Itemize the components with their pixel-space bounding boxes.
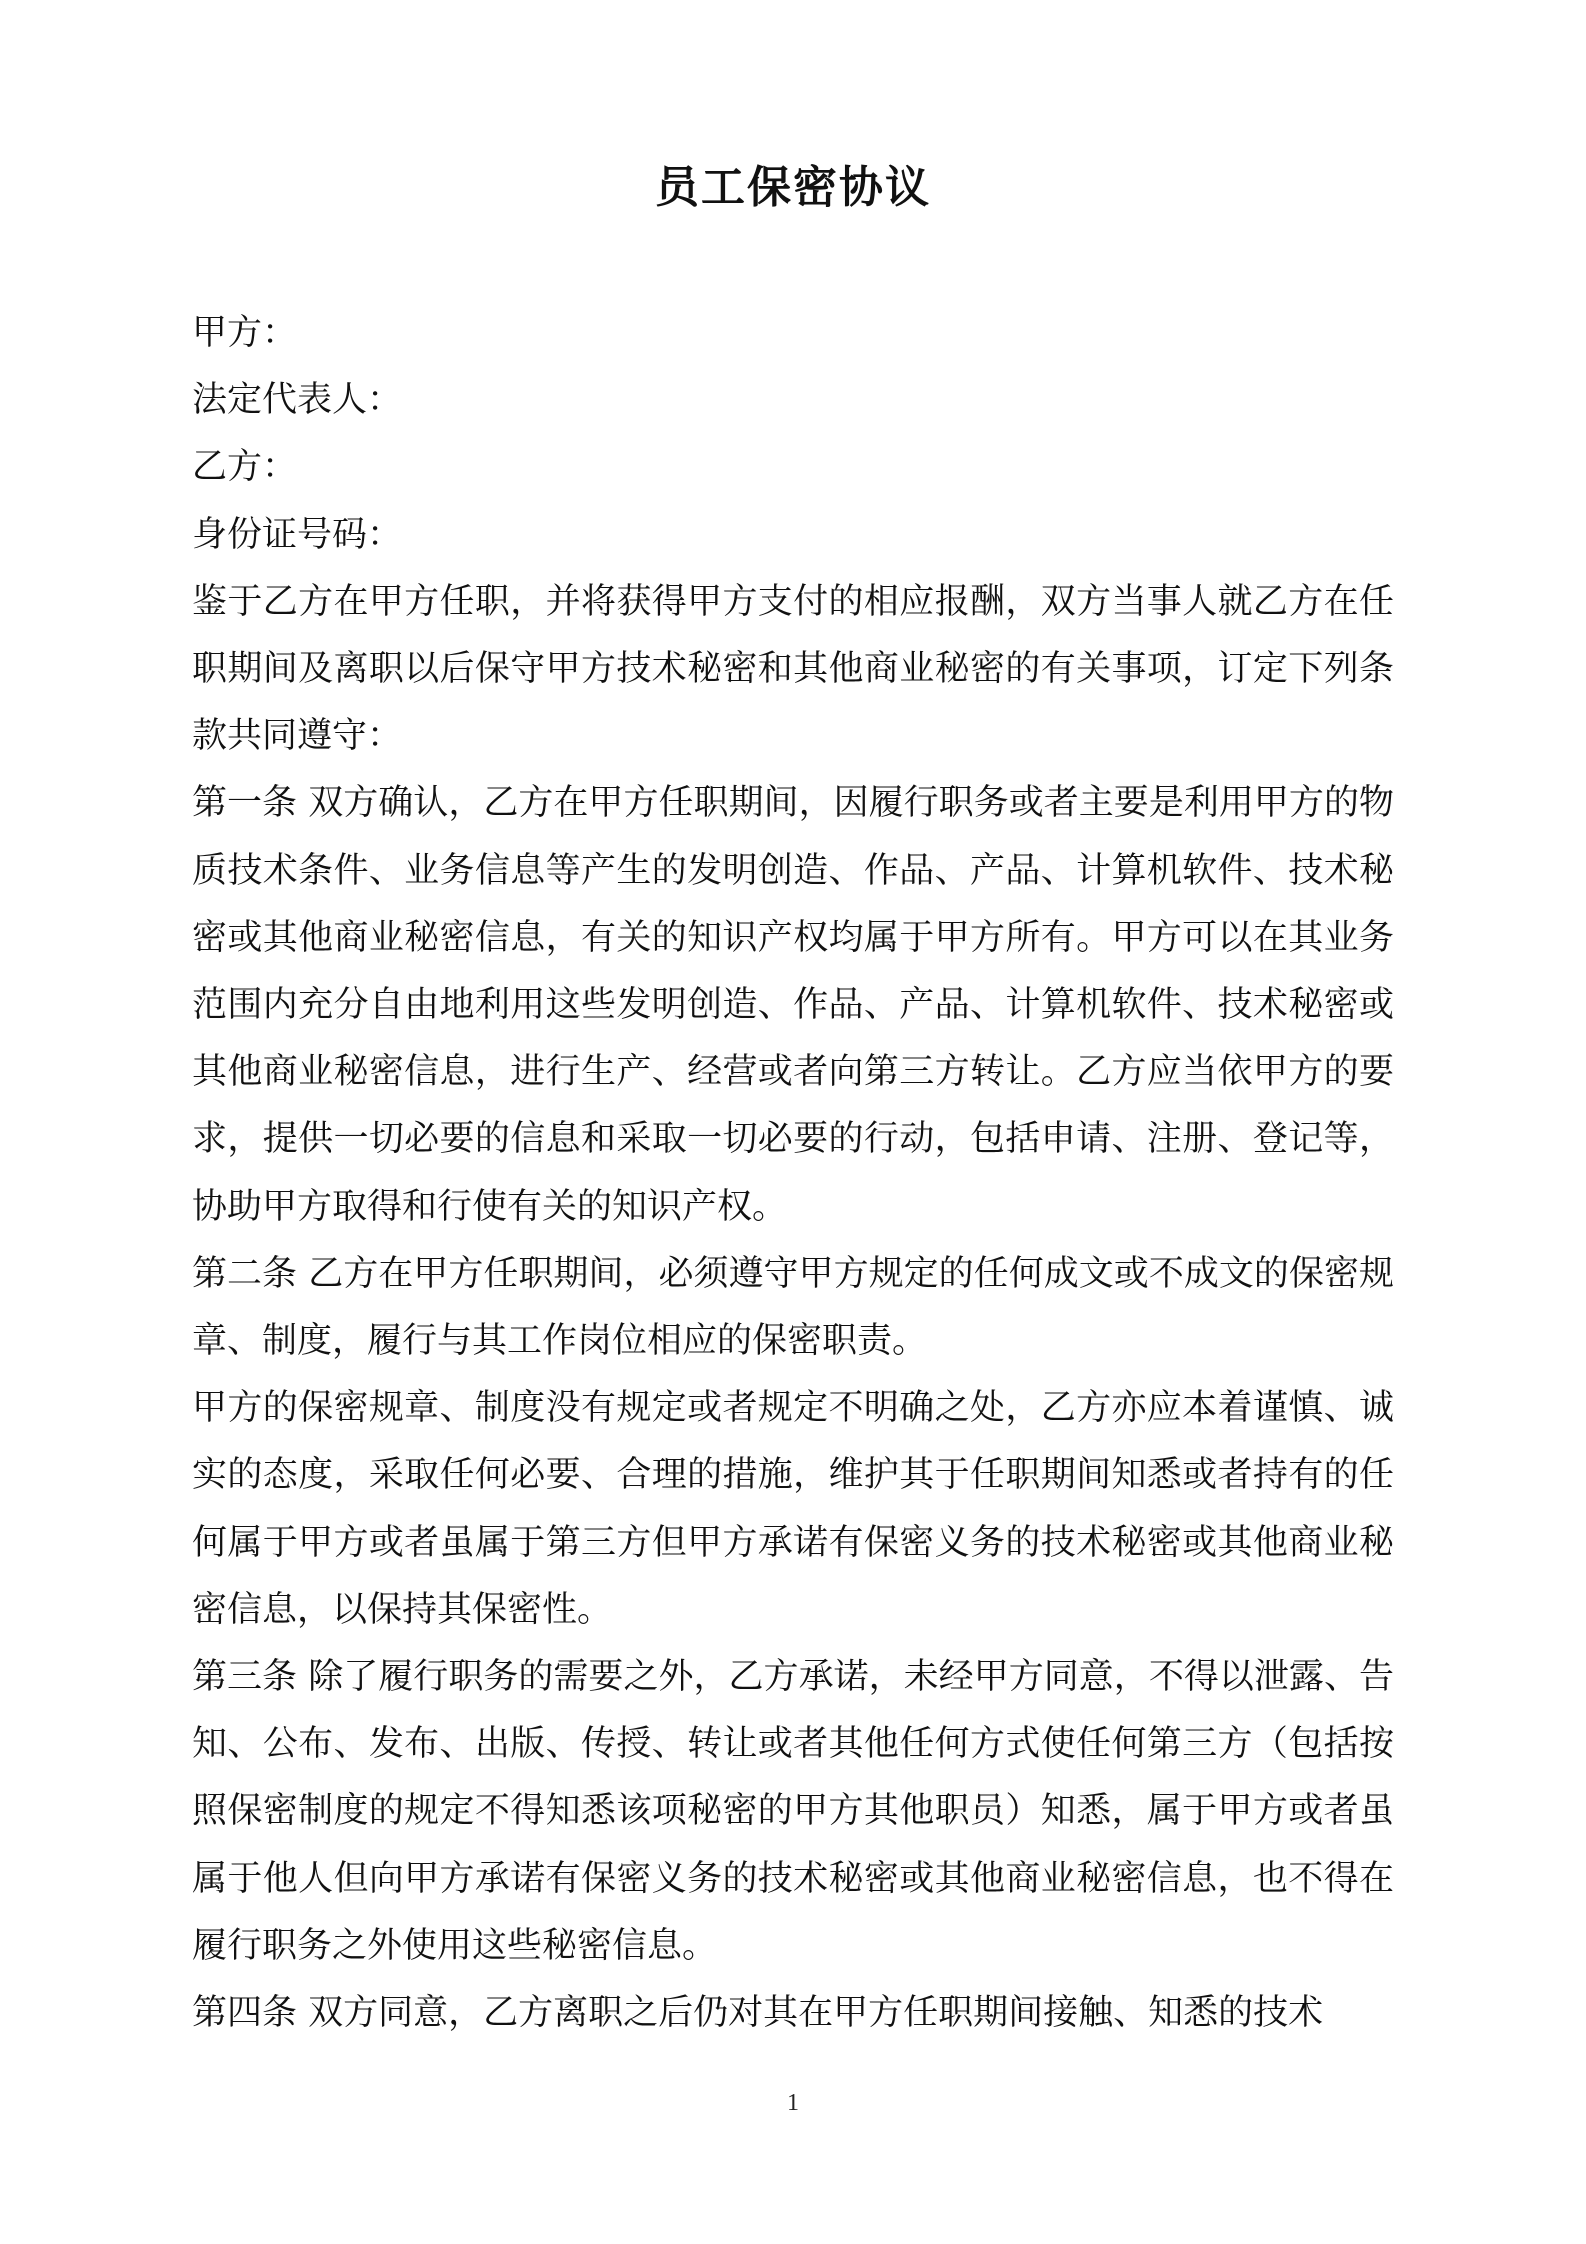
party-b-field: 乙方： xyxy=(192,447,298,488)
article-2-continuation-paragraph: 甲方的保密规章、制度没有规定或者规定不明确之处，乙方亦应本着谨慎、诚实的态度，采取任何必要、合理的措施，维护其于任职期间知悉或者持有的任何属于甲方或者虽属于第三方但甲方承诺有保密义务的技术秘密或其他商业秘密信息，以保持其保密性。 xyxy=(192,1388,1394,1630)
preamble-paragraph: 鉴于乙方在甲方任职，并将获得甲方支付的相应报酬，双方当事人就乙方在任职期间及离职以后保守甲方技术秘密和其他商业秘密的有关事项，订定下列条款共同遵守： xyxy=(192,581,1394,757)
legal-representative-field: 法定代表人： xyxy=(192,380,403,421)
article-3-paragraph: 第三条 除了履行职务的需要之外，乙方承诺，未经甲方同意，不得以泄露、告知、公布、发布、出版、传授、转让或者其他任何方式使任何第三方（包括按照保密制度的规定不得知悉该项秘密的甲方其他职员）知悉，属于甲方或者虽属于他人但向甲方承诺有保密义务的技术秘密或其他商业秘密信息，也不得在履行职务之外使用这些秘密信息。 xyxy=(192,1657,1394,1966)
party-a-field: 甲方： xyxy=(192,313,298,353)
page-number: 1 xyxy=(787,2090,799,2116)
article-1-paragraph: 第一条 双方确认，乙方在甲方任职期间，因履行职务或者主要是利用甲方的物质技术条件、业务信息等产生的发明创造、作品、产品、计算机软件、技术秘密或其他商业秘密信息，有关的知识产权均属于甲方所有。甲方可以在其业务范围内充分自由地利用这些发明创造、作品、产品、计算机软件、技术秘密或其他商业秘密信息，进行生产、经营或者向第三方转让。乙方应当依甲方的要求，提供一切必要的信息和采取一切必要的行动，包括申请、注册、登记等，协助甲方取得和行使有关的知识产权。 xyxy=(192,783,1394,1227)
document-body xyxy=(192,300,1394,2047)
article-2-paragraph: 第二条 乙方在甲方任职期间，必须遵守甲方规定的任何成文或不成文的保密规章、制度，履行与其工作岗位相应的保密职责。 xyxy=(192,1253,1394,1362)
document-title: 员工保密协议 xyxy=(655,162,931,213)
article-4-paragraph: 第四条 双方同意，乙方离职之后仍对其在甲方任职期间接触、知悉的技术 xyxy=(192,1993,1324,2034)
id-number-field: 身份证号码： xyxy=(192,514,403,555)
